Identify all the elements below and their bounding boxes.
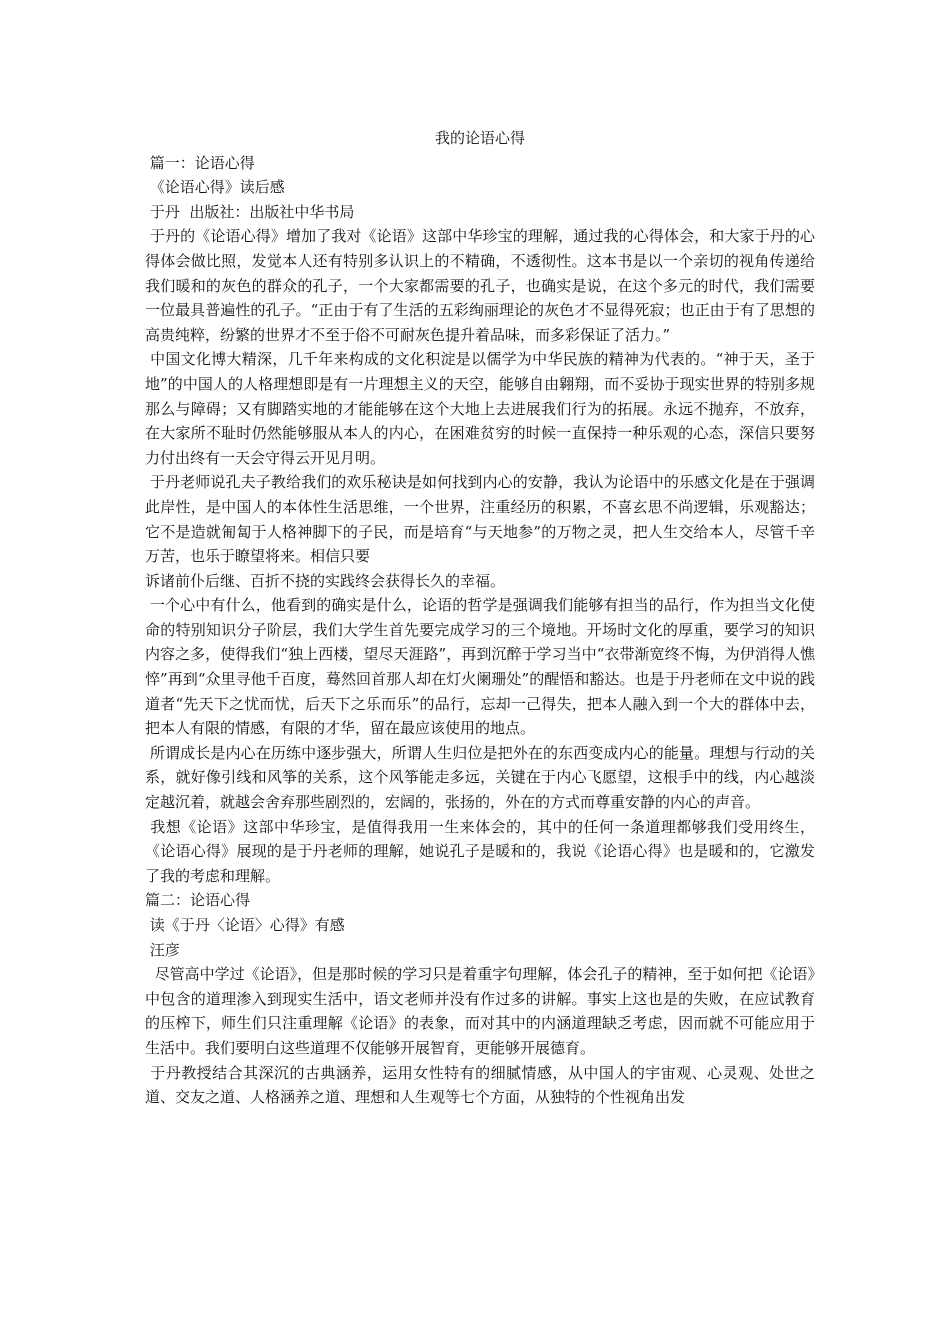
paragraph: 尽管高中学过《论语》，但是那时候的学习只是着重字句理解，体会孔子的精神，至于如何把《论语》中包含的道理渗入到现实生活中，语文老师并没有作过多的讲解。事实上这也是的失败，在应试教育的压榨下，师生们只注重理解《论语》的表象，而对其中的内涵道理缺乏考虑，因而就不可能应用于生活中。我们要明白这些道理不仅能够开展智育，更能够开展德育。 xyxy=(145,965,815,1057)
author-line: 汪彦 xyxy=(145,940,180,959)
author-publisher-line: 于丹 出版社：出版社中华书局 xyxy=(145,202,355,221)
paragraph: 所谓成长是内心在历练中逐步强大，所谓人生归位是把外在的东西变成内心的能量。理想与行动的关系，就好像引线和风筝的关系，这个风筝能走多远，关键在于内心飞愿望，这根手中的线，内心越淡定越沉着，就越会舍弃那些剧烈的，宏阔的，张扬的，外在的方式而尊重安静的内心的声音。 xyxy=(145,743,815,812)
article-title-2: 读《于丹〈论语〉心得》有感 xyxy=(145,916,345,934)
article-title-1: 《论语心得》读后感 xyxy=(145,178,285,197)
paragraph: 中国文化博大精深，几千年来构成的文化积淀是以儒学为中华民族的精神为代表的。“神于天，圣于地”的中国人的人格理想即是有一片理想主义的天空，能够自由翱翔，而不妥协于现实世界的特别多规那么与障碍；又有脚踏实地的才能能够在这个大地上去进展我们行为的拓展。永远不抛弃，不放弃，在大家所不耻时仍然能够服从本人的内心，在困难贫穷的时候一直保持一种乐观的心态，深信只要努力付出终有一天会守得云开见月明。 xyxy=(145,350,815,467)
document-title: 我的论语心得 xyxy=(434,129,525,147)
document-page xyxy=(145,126,815,1110)
paragraph: 一个心中有什么，他看到的确实是什么，论语的哲学是强调我们能够有担当的品行，作为担当文化使命的特别知识分子阶层，我们大学生首先要完成学习的三个境地。开场时文化的厚重，要学习的知识内容之多，使得我们“独上西楼，望尽天涯路”，再到沉醉于学习当中“衣带渐宽终不悔，为伊消得人憔悴”再到“众里寻他千百度，蓦然回首那人却在灯火阑珊处”的醒悟和豁达。也是于丹老师在文中说的践道者“先天下之忧而忧，后天下之乐而乐”的品行，忘却一己得失，把本人融入到一个大的群体中去，把本人有限的情感，有限的才华，留在最应该使用的地点。 xyxy=(145,596,815,738)
paragraph-continuation: 诉诸前仆后继、百折不挠的实践终会获得长久的幸福。 xyxy=(145,571,506,590)
paragraph: 于丹的《论语心得》增加了我对《论语》这部中华珍宝的理解，通过我的心得体会，和大家于丹的心得体会做比照，发觉本人还有特别多认识上的不精确，不透彻性。这本书是以一个亲切的视角传递给我们暖和的灰色的群众的孔子，一个大家都需要的孔子，也确实是说，在这个多元的时代，我们需要一位最具普遍性的孔子。“正由于有了生活的五彩绚丽理论的灰色才不显得死寂；也正由于有了思想的高贵纯粹，纷繁的世界才不至于俗不可耐灰色提升着品味，而多彩保证了活力。” xyxy=(145,227,815,344)
paragraph: 我想《论语》这部中华珍宝，是值得我用一生来体会的，其中的任何一条道理都够我们受用终生，《论语心得》展现的是于丹老师的理解，她说孔子是暖和的，我说《论语心得》也是暖和的，它激发了我的考虑和理解。 xyxy=(145,817,815,885)
paragraph: 于丹教授结合其深沉的古典涵养，运用女性特有的细腻情感，从中国人的宇宙观、心灵观、处世之道、交友之道、人格涵养之道、理想和人生观等七个方面，从独特的个性视角出发 xyxy=(145,1063,815,1107)
section-heading-2: 篇二：论语心得 xyxy=(145,891,251,910)
section-heading-1: 篇一：论语心得 xyxy=(145,153,255,172)
paragraph: 于丹老师说孔夫子教给我们的欢乐秘诀是如何找到内心的安静，我认为论语中的乐感文化是在于强调此岸性，是中国人的本体性生活思维，一个世界，注重经历的积累，不喜玄思不尚逻辑，乐观豁达；它不是造就匍匐于人格神脚下的子民，而是培育“与天地参”的万物之灵，把人生交给本人，尽管千辛万苦，也乐于瞭望将来。相信只要 xyxy=(145,473,815,566)
